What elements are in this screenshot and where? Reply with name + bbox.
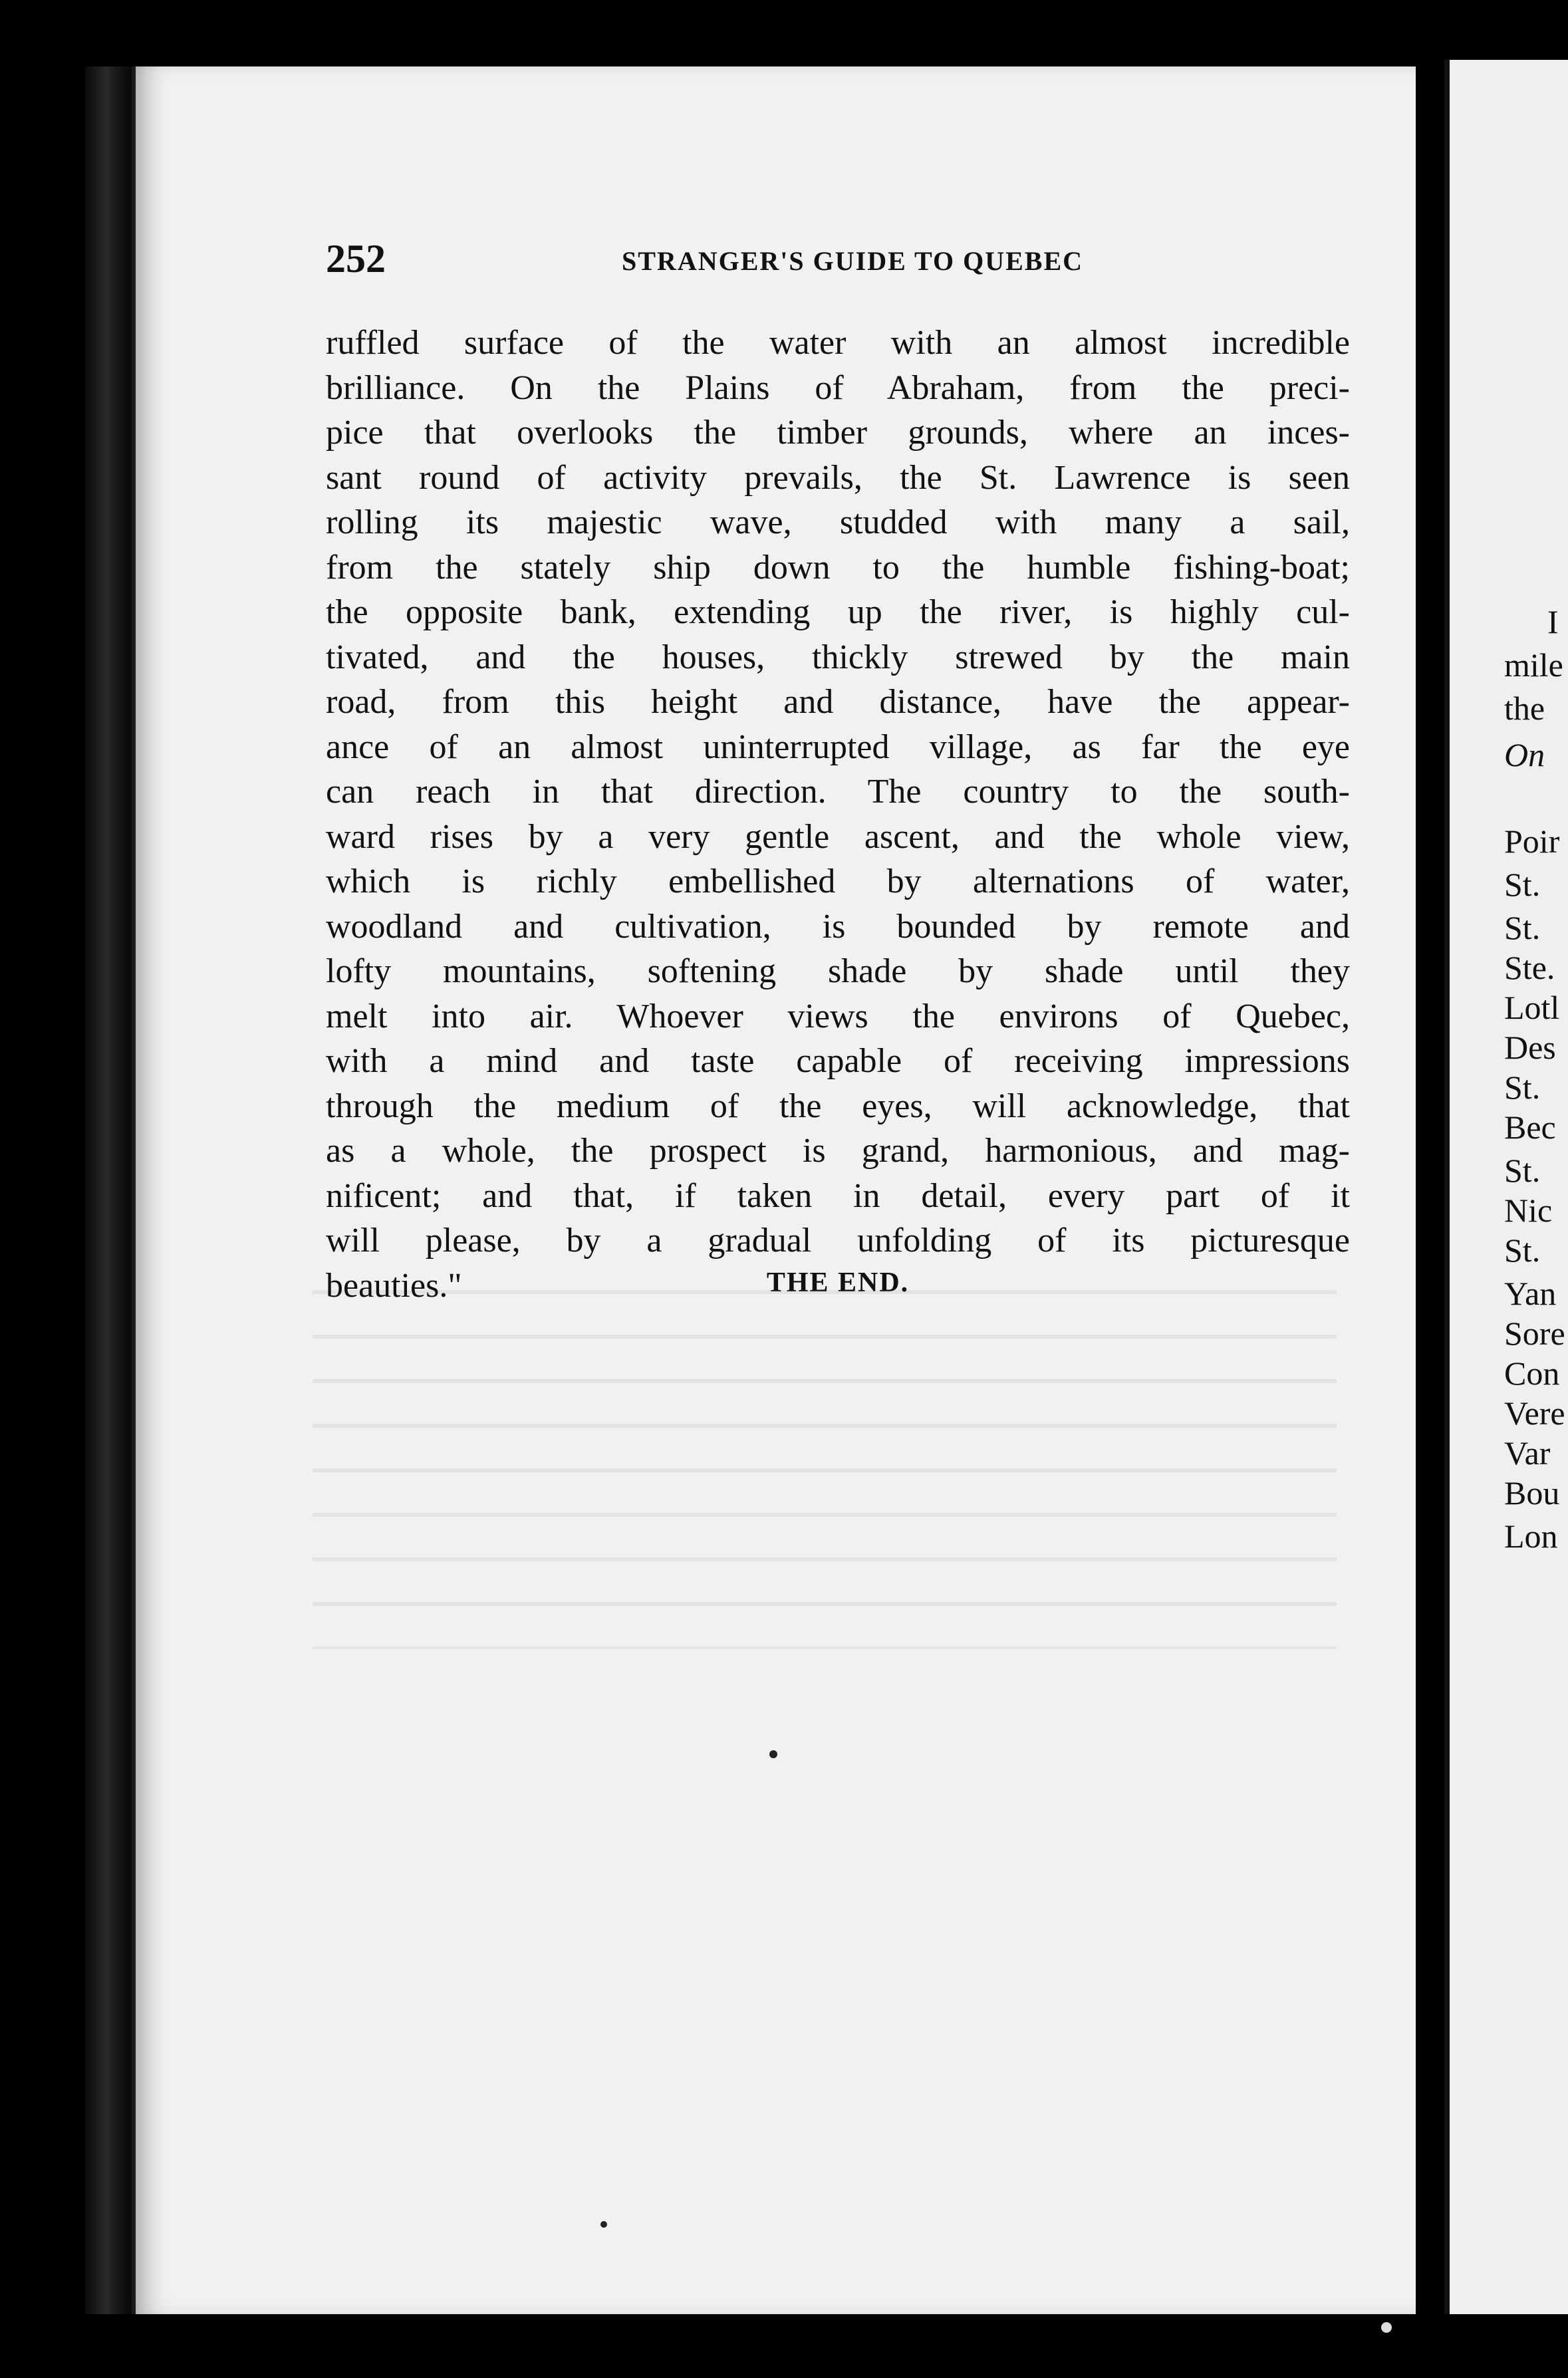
- right-page-fragment: the: [1504, 690, 1545, 727]
- body-line: lofty mountains, softening shade by shade until they: [326, 952, 1350, 990]
- body-line: sant round of activity prevails, the St. Lawrence is seen: [326, 458, 1350, 497]
- body-line: rolling its majestic wave, studded with many a sail,: [326, 503, 1350, 541]
- body-line: which is richly embellished by alternations of water,: [326, 862, 1350, 900]
- right-page-fragment: St.: [1504, 909, 1541, 946]
- body-line: road, from this height and distance, have the appear-: [326, 683, 1350, 721]
- body-line: melt into air. Whoever views the environs of Quebec,: [326, 997, 1350, 1035]
- right-page-fragment: Var: [1504, 1434, 1551, 1472]
- body-line: with a mind and taste capable of receiving impressions: [326, 1042, 1350, 1080]
- right-page-fragment: mile: [1504, 646, 1563, 684]
- body-line: tivated, and the houses, thickly strewed by the main: [326, 638, 1350, 676]
- body-text: [326, 321, 1350, 1308]
- body-line: can reach in that direction. The country to the south-: [326, 773, 1350, 811]
- running-head: STRANGER'S GUIDE TO QUEBEC: [622, 246, 1084, 276]
- right-page-fragment: St.: [1504, 866, 1541, 903]
- body-line: ward rises by a very gentle ascent, and the whole view,: [326, 817, 1350, 856]
- right-page-fragment: Nic: [1504, 1192, 1553, 1229]
- body-line: ance of an almost uninterrupted village, as far the eye: [326, 727, 1350, 766]
- page-header: [326, 236, 1350, 289]
- body-line: beauties.": [326, 1266, 462, 1305]
- the-end-heading: THE END.: [766, 1267, 910, 1298]
- right-page-fragment: Des: [1504, 1029, 1556, 1066]
- book-spine: [85, 66, 138, 2314]
- right-page-fragment: Lotl: [1504, 989, 1560, 1026]
- right-page-fragment: Bec: [1504, 1109, 1556, 1146]
- right-page-fragment: Lon: [1504, 1518, 1558, 1555]
- body-line: as a whole, the prospect is grand, harmonious, and mag-: [326, 1132, 1350, 1170]
- body-line: will please, by a gradual unfolding of its picturesque: [326, 1222, 1350, 1259]
- right-page-fragments: [1504, 0, 1568, 2378]
- body-line: woodland and cultivation, is bounded by remote and: [326, 907, 1350, 946]
- right-page-fragment: Bou: [1504, 1474, 1560, 1512]
- right-page-fragment: Yan: [1504, 1275, 1557, 1312]
- right-page-fragment: On: [1504, 736, 1545, 773]
- right-page-fragment: I: [1547, 603, 1559, 640]
- body-line: through the medium of the eyes, will acknowledge, that: [326, 1087, 1350, 1125]
- right-page-fragment: Poir: [1504, 823, 1560, 860]
- body-line: ruffled surface of the water with an almost incredible: [326, 324, 1350, 362]
- body-line: pice that overlooks the timber grounds, where an inces-: [326, 414, 1350, 452]
- right-page-fragment: Con: [1504, 1355, 1560, 1392]
- right-page-fragment: Vere: [1504, 1394, 1565, 1432]
- right-page-fragment: St.: [1504, 1152, 1541, 1189]
- body-line: brilliance. On the Plains of Abraham, from the preci-: [326, 368, 1350, 407]
- right-page-fragment: St.: [1504, 1069, 1541, 1106]
- body-line: the opposite bank, extending up the river, is highly cul-: [326, 593, 1350, 631]
- body-line: nificent; and that, if taken in detail, every part of it: [326, 1176, 1350, 1215]
- body-line: from the stately ship down to the humble fishing-boat;: [326, 548, 1350, 587]
- page-number: 252: [326, 237, 386, 281]
- right-page-fragment: Ste.: [1504, 949, 1555, 986]
- right-page-fragment: St.: [1504, 1232, 1541, 1269]
- bleed-through-texture: [313, 1290, 1337, 1649]
- right-page-fragment: Sore: [1504, 1315, 1565, 1352]
